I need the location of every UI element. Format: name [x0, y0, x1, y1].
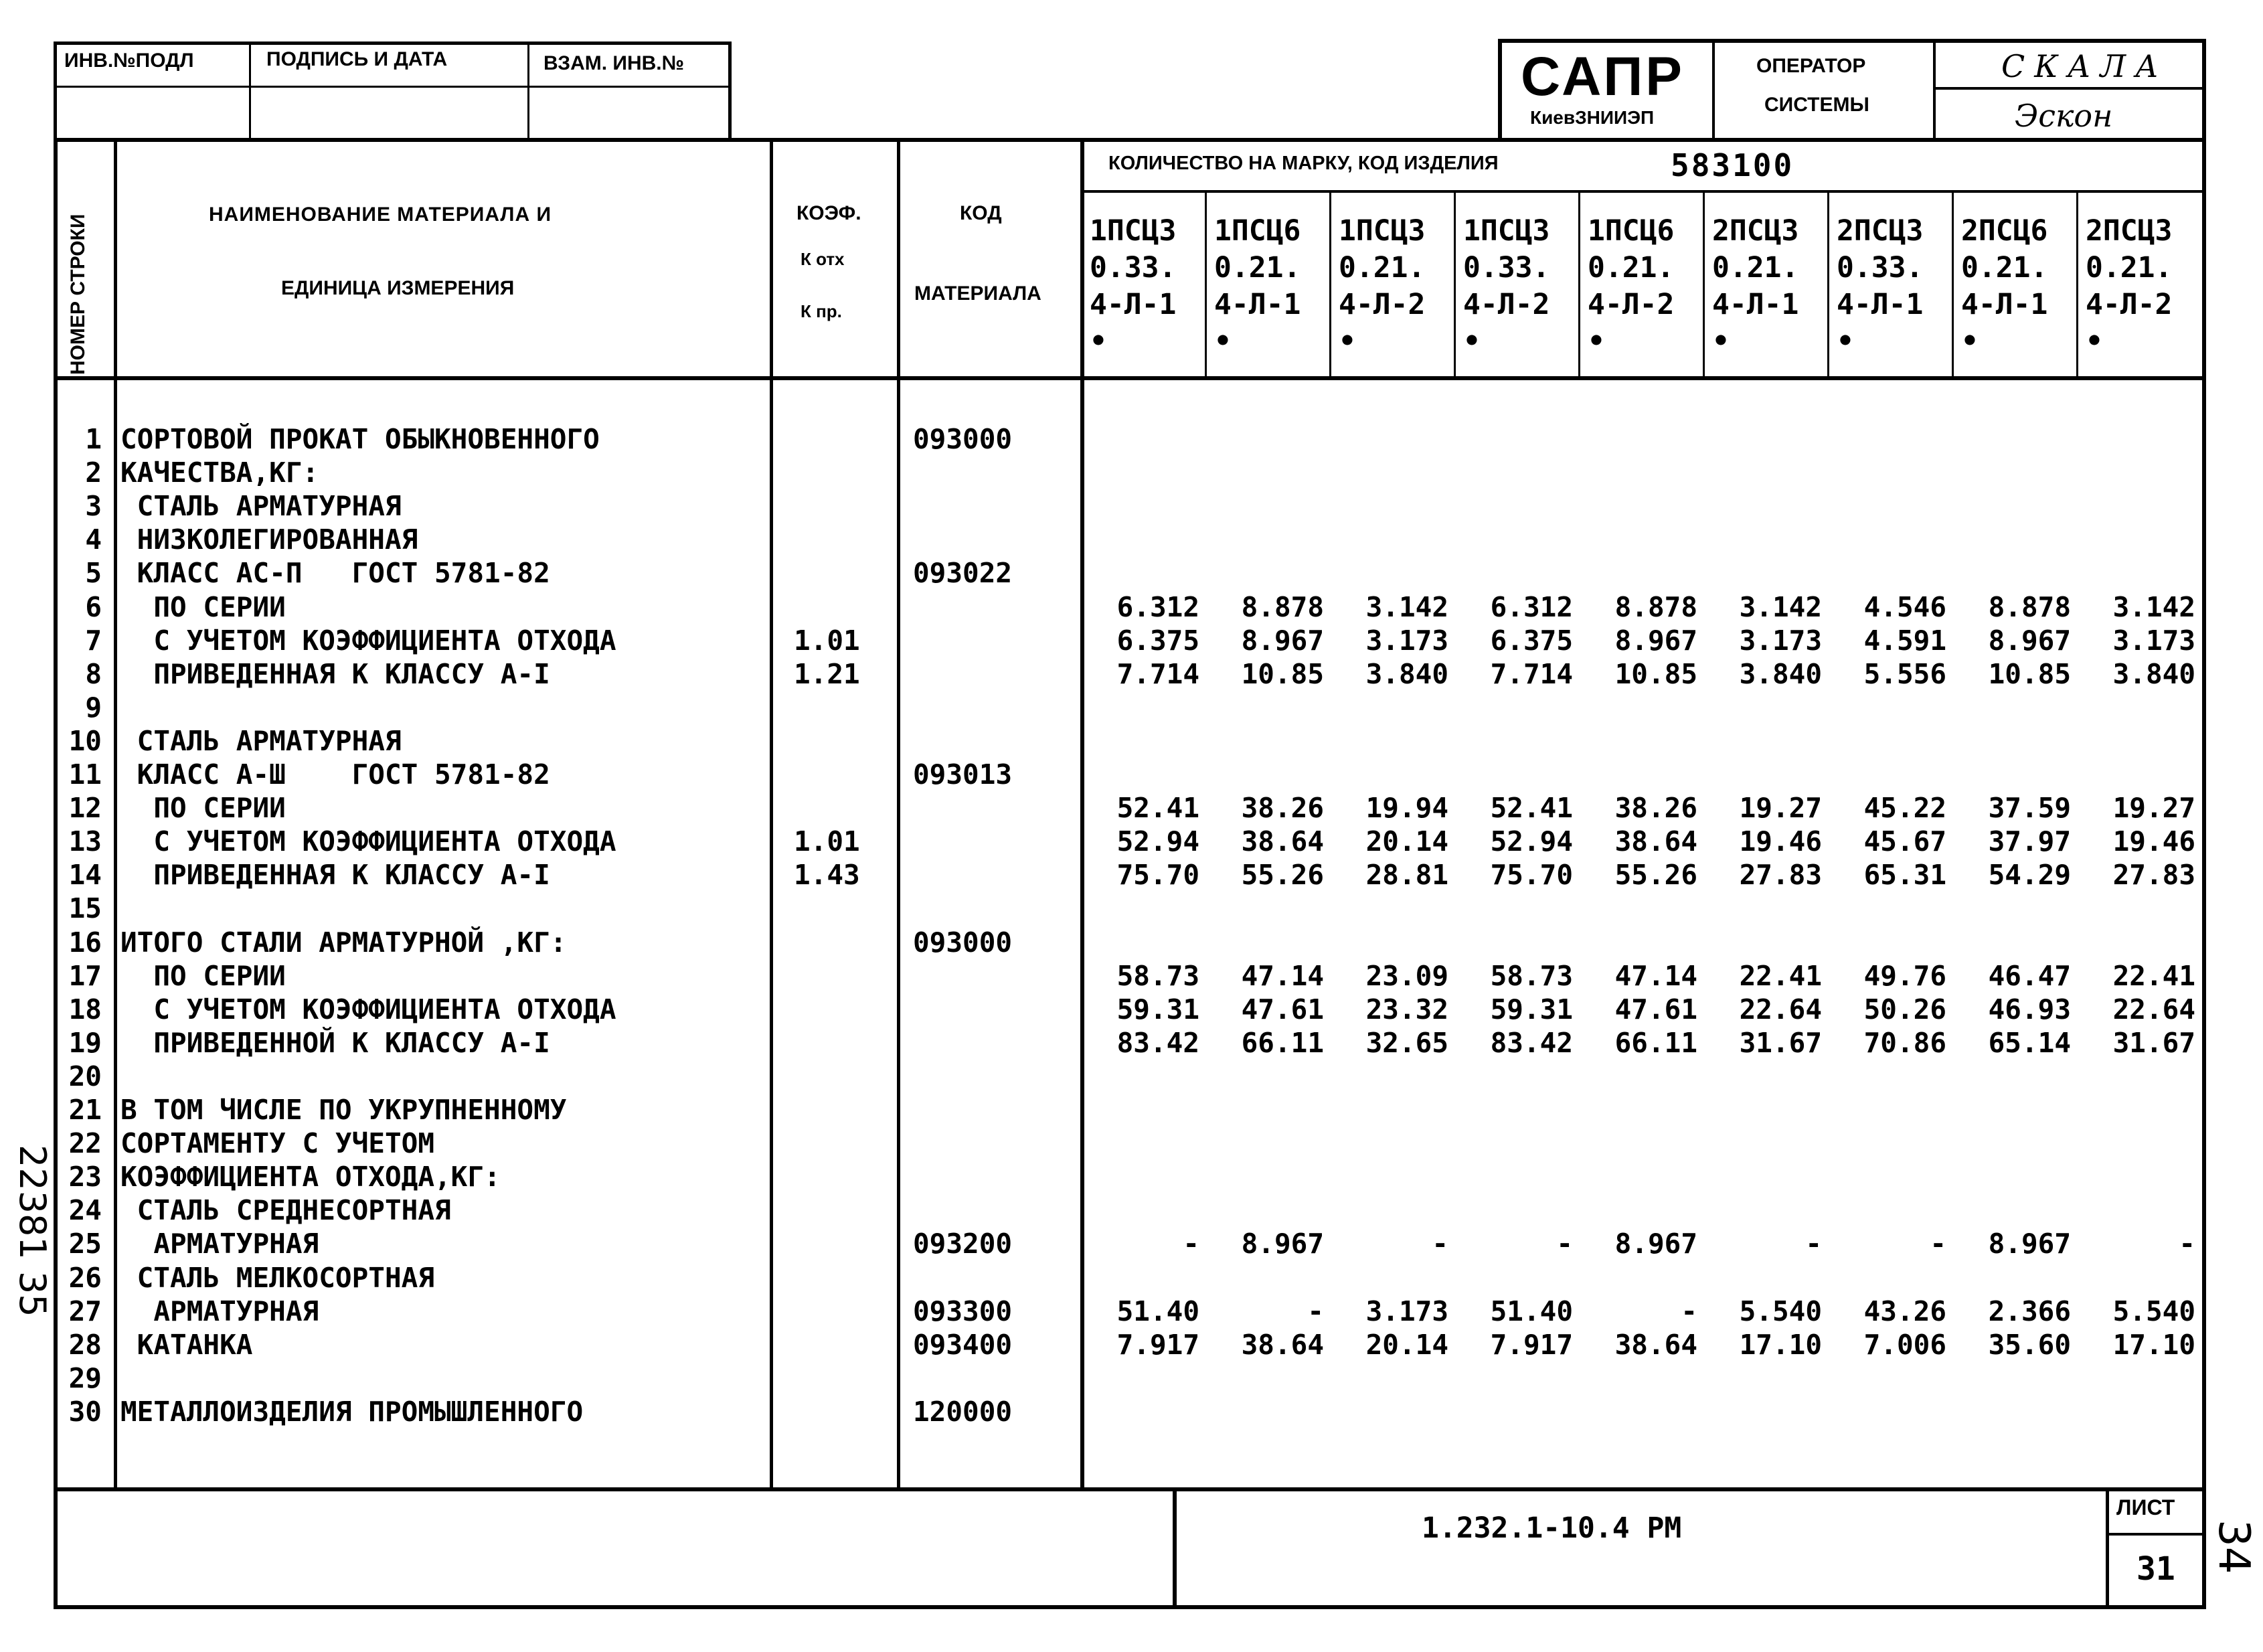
row-label: ПО СЕРИИ	[120, 591, 286, 623]
column-header-line: 2ПСЦ3	[1712, 214, 1799, 248]
cell-value: 38.64	[1614, 825, 1697, 857]
cell-value: 31.67	[1739, 1027, 1822, 1059]
column-header-line: •	[1961, 325, 1979, 358]
column-header-line: 2ПСЦ3	[2086, 214, 2173, 248]
column-header-line: 1ПСЦ6	[1588, 214, 1675, 248]
column-header	[1459, 213, 1582, 360]
cell-value: 5.540	[1739, 1295, 1822, 1327]
column-header-line: 4-Л-1	[1712, 288, 1799, 321]
cell-value: 20.14	[1365, 825, 1448, 857]
cell-value: 4.546	[1863, 591, 1946, 623]
cell-value: 2.366	[1988, 1295, 2071, 1327]
cell-value: 54.29	[1988, 859, 2071, 891]
cell-value: 23.32	[1365, 993, 1448, 1025]
cell-value: 50.26	[1863, 993, 1946, 1025]
cell-value: 66.11	[1241, 1027, 1324, 1059]
cell-value: 22.64	[2112, 993, 2195, 1025]
row-label: СОРТОВОЙ ПРОКАТ ОБЫКНОВЕННОГО	[120, 423, 600, 455]
cell-value: -	[1432, 1228, 1448, 1260]
row-label: С УЧЕТОМ КОЭФФИЦИЕНТА ОТХОДА	[120, 825, 616, 857]
cell-value: 6.312	[1490, 591, 1573, 623]
cell-value: 66.11	[1614, 1027, 1697, 1059]
row-coefficient: 1.01	[794, 625, 860, 657]
row-label: ПО СЕРИИ	[120, 792, 286, 824]
system-label: СИСТЕМЫ	[1764, 94, 1869, 116]
column-header-line: 4-Л-1	[1090, 288, 1177, 321]
operator-name: СКАЛА	[2001, 48, 2168, 84]
row-number: 8	[85, 658, 102, 690]
code-header-line2: МАТЕРИАЛА	[914, 282, 1041, 305]
product-code: 583100	[1671, 147, 1794, 183]
cell-value: 46.93	[1988, 993, 2071, 1025]
column-header-line: 4-Л-1	[1214, 288, 1301, 321]
column-header	[1708, 213, 1831, 360]
cell-value: 23.09	[1365, 960, 1448, 992]
row-number: 20	[68, 1060, 102, 1092]
cell-value: 19.46	[2112, 825, 2195, 857]
cell-value: 8.967	[1988, 625, 2071, 657]
stamp-podpis: ПОДПИСЬ И ДАТА	[266, 48, 448, 70]
row-material-code: 093400	[913, 1329, 1013, 1361]
cell-value: 7.917	[1116, 1329, 1199, 1361]
cell-value: 3.173	[2112, 625, 2195, 657]
sheet-label: ЛИСТ	[2116, 1495, 2175, 1519]
row-material-code: 093022	[913, 557, 1013, 589]
row-label: МЕТАЛЛОИЗДЕЛИЯ ПРОМЫШЛЕННОГО	[120, 1396, 584, 1428]
row-number: 18	[68, 993, 102, 1025]
cell-value: 20.14	[1365, 1329, 1448, 1361]
row-material-code: 120000	[913, 1396, 1013, 1428]
row-number: 1	[85, 423, 102, 455]
cell-value: 3.142	[1739, 591, 1822, 623]
cell-value: 5.540	[2112, 1295, 2195, 1327]
cell-value: 83.42	[1116, 1027, 1199, 1059]
cell-value: 45.22	[1863, 792, 1946, 824]
cell-value: -	[1307, 1295, 1324, 1327]
cell-value: 37.59	[1988, 792, 2071, 824]
cell-value: 19.27	[1739, 792, 1822, 824]
cell-value: 19.46	[1739, 825, 1822, 857]
column-header-line: •	[1214, 325, 1232, 358]
row-label: ИТОГО СТАЛИ АРМАТУРНОЙ ,КГ:	[120, 926, 567, 959]
coef-header-line2: К отх	[801, 249, 845, 269]
cell-value: 83.42	[1490, 1027, 1573, 1059]
cell-value: 19.94	[1365, 792, 1448, 824]
row-number: 29	[68, 1362, 102, 1394]
column-header-line: •	[1588, 325, 1605, 358]
column-header-line: 0.33.	[1463, 251, 1550, 284]
row-coefficient: 1.43	[794, 859, 860, 891]
row-coefficient: 1.21	[794, 658, 860, 690]
row-number: 13	[68, 825, 102, 857]
cell-value: 58.73	[1490, 960, 1573, 992]
cell-value: 7.917	[1490, 1329, 1573, 1361]
row-number: 11	[68, 758, 102, 791]
cell-value: 32.65	[1365, 1027, 1448, 1059]
cell-value: 3.840	[1365, 658, 1448, 690]
operator-label: ОПЕРАТОР	[1756, 55, 1866, 77]
column-header	[1957, 213, 2080, 360]
cell-value: 28.81	[1365, 859, 1448, 891]
cell-value: 52.41	[1116, 792, 1199, 824]
row-label: В ТОМ ЧИСЛЕ ПО УКРУПНЕННОМУ	[120, 1094, 567, 1126]
cell-value: 70.86	[1863, 1027, 1946, 1059]
cell-value: 8.967	[1614, 1228, 1697, 1260]
row-label: СТАЛЬ СРЕДНЕСОРТНАЯ	[120, 1194, 451, 1226]
column-header-line: •	[1837, 325, 1854, 358]
column-header-line: 0.21.	[1961, 251, 2048, 284]
row-label: КЛАСС А-Ш ГОСТ 5781-82	[120, 758, 550, 791]
material-header-line2: ЕДИНИЦА ИЗМЕРЕНИЯ	[281, 277, 515, 299]
row-number: 3	[85, 490, 102, 522]
column-header-line: 1ПСЦ3	[1090, 214, 1177, 248]
cell-value: 8.878	[1241, 591, 1324, 623]
cell-value: 4.591	[1863, 625, 1946, 657]
row-material-code: 093200	[913, 1228, 1013, 1260]
column-header-line: 0.33.	[1837, 251, 1924, 284]
cell-value: 65.31	[1863, 859, 1946, 891]
right-margin-note: 34	[2209, 1519, 2258, 1574]
column-header-line: 0.33.	[1090, 251, 1177, 284]
cell-value: -	[1556, 1228, 1573, 1260]
cell-value: 7.714	[1490, 658, 1573, 690]
row-number: 23	[68, 1161, 102, 1193]
row-label: СТАЛЬ АРМАТУРНАЯ	[120, 490, 402, 522]
quantity-header: КОЛИЧЕСТВО НА МАРКУ, КОД ИЗДЕЛИЯ	[1108, 153, 1499, 174]
column-header-line: 4-Л-2	[1463, 288, 1550, 321]
row-number: 19	[68, 1027, 102, 1059]
cell-value: 6.375	[1116, 625, 1199, 657]
cell-value: 7.006	[1863, 1329, 1946, 1361]
row-number: 12	[68, 792, 102, 824]
cell-value: 46.47	[1988, 960, 2071, 992]
cell-value: 47.14	[1241, 960, 1324, 992]
row-material-code: 093000	[913, 926, 1013, 959]
row-number: 26	[68, 1262, 102, 1294]
row-label: АРМАТУРНАЯ	[120, 1228, 319, 1260]
cell-value: 10.85	[1241, 658, 1324, 690]
column-header-line: •	[2086, 325, 2103, 358]
cell-value: 49.76	[1863, 960, 1946, 992]
cell-value: 47.61	[1614, 993, 1697, 1025]
cell-value: 38.26	[1614, 792, 1697, 824]
row-label: С УЧЕТОМ КОЭФФИЦИЕНТА ОТХОДА	[120, 993, 616, 1025]
cell-value: 8.878	[1614, 591, 1697, 623]
coef-header-line1: КОЭФ.	[797, 202, 861, 224]
stamp-vzam: ВЗАМ. ИНВ.№	[543, 52, 685, 74]
cell-value: 38.64	[1614, 1329, 1697, 1361]
row-label: КАТАНКА	[120, 1329, 253, 1361]
cell-value: 3.142	[2112, 591, 2195, 623]
row-number: 21	[68, 1094, 102, 1126]
cell-value: -	[1681, 1295, 1697, 1327]
cell-value: 10.85	[1614, 658, 1697, 690]
cell-value: 22.41	[2112, 960, 2195, 992]
row-number: 22	[68, 1127, 102, 1159]
cell-value: 58.73	[1116, 960, 1199, 992]
code-header-line1: КОД	[960, 202, 1002, 224]
row-material-code: 093013	[913, 758, 1013, 791]
cell-value: 43.26	[1863, 1295, 1946, 1327]
column-header	[1833, 213, 1956, 360]
cell-value: 52.94	[1116, 825, 1199, 857]
column-header-line: 4-Л-2	[1588, 288, 1675, 321]
row-number: 5	[85, 557, 102, 589]
column-header	[2082, 213, 2205, 360]
row-number: 2	[85, 457, 102, 489]
cell-value: 6.375	[1490, 625, 1573, 657]
cell-value: 51.40	[1116, 1295, 1199, 1327]
cell-value: 47.61	[1241, 993, 1324, 1025]
cell-value: 8.967	[1988, 1228, 2071, 1260]
cell-value: 22.41	[1739, 960, 1822, 992]
cell-value: 52.41	[1490, 792, 1573, 824]
column-header-line: 1ПСЦ6	[1214, 214, 1301, 248]
cell-value: 38.64	[1241, 1329, 1324, 1361]
column-header	[1335, 213, 1458, 360]
row-number-header: НОМЕР СТРОКИ	[67, 214, 89, 375]
cell-value: 17.10	[2112, 1329, 2195, 1361]
column-header-line: 0.21.	[1588, 251, 1675, 284]
cell-value: 75.70	[1490, 859, 1573, 891]
column-header-line: 0.21.	[1214, 251, 1301, 284]
sheet-number: 31	[2136, 1550, 2175, 1588]
cell-value: 17.10	[1739, 1329, 1822, 1361]
column-header-line: 4-Л-2	[2086, 288, 2173, 321]
cell-value: 27.83	[1739, 859, 1822, 891]
cell-value: -	[1930, 1228, 1946, 1260]
cell-value: 51.40	[1490, 1295, 1573, 1327]
column-header-line: 0.21.	[1339, 251, 1426, 284]
cell-value: 45.67	[1863, 825, 1946, 857]
cell-value: 35.60	[1988, 1329, 2071, 1361]
row-label: НИЗКОЛЕГИРОВАННАЯ	[120, 523, 418, 556]
row-number: 24	[68, 1194, 102, 1226]
row-label: С УЧЕТОМ КОЭФФИЦИЕНТА ОТХОДА	[120, 625, 616, 657]
cell-value: 8.878	[1988, 591, 2071, 623]
cell-value: 59.31	[1490, 993, 1573, 1025]
cell-value: 3.173	[1739, 625, 1822, 657]
cell-value: 38.26	[1241, 792, 1324, 824]
row-material-code: 093300	[913, 1295, 1013, 1327]
row-number: 25	[68, 1228, 102, 1260]
cell-value: 31.67	[2112, 1027, 2195, 1059]
row-number: 6	[85, 591, 102, 623]
cell-value: 19.27	[2112, 792, 2195, 824]
row-number: 10	[68, 725, 102, 757]
cell-value: 8.967	[1241, 625, 1324, 657]
cell-value: 52.94	[1490, 825, 1573, 857]
row-number: 4	[85, 523, 102, 556]
cell-value: 55.26	[1241, 859, 1324, 891]
cell-value: 22.64	[1739, 993, 1822, 1025]
column-header-line: 2ПСЦ3	[1837, 214, 1924, 248]
column-header	[1584, 213, 1707, 360]
row-label: СТАЛЬ МЕЛКОСОРТНАЯ	[120, 1262, 434, 1294]
column-header-line: 4-Л-1	[1961, 288, 2048, 321]
cell-value: -	[1805, 1228, 1822, 1260]
row-number: 9	[85, 691, 102, 724]
document-code: 1.232.1-10.4 РМ	[1422, 1511, 1682, 1545]
row-label: КОЭФФИЦИЕНТА ОТХОДА,КГ:	[120, 1161, 501, 1193]
column-header-line: •	[1463, 325, 1481, 358]
row-number: 28	[68, 1329, 102, 1361]
material-header-line1: НАИМЕНОВАНИЕ МАТЕРИАЛА И	[209, 203, 552, 226]
row-number: 16	[68, 926, 102, 959]
cell-value: 75.70	[1116, 859, 1199, 891]
cell-value: 3.840	[1739, 658, 1822, 690]
cell-value: 5.556	[1863, 658, 1946, 690]
column-header	[1210, 213, 1333, 360]
cell-value: 65.14	[1988, 1027, 2071, 1059]
row-number: 30	[68, 1396, 102, 1428]
coef-header-line3: К пр.	[801, 301, 842, 321]
cell-value: 3.840	[2112, 658, 2195, 690]
row-number: 15	[68, 892, 102, 924]
cell-value: 55.26	[1614, 859, 1697, 891]
row-label: КЛАСС АС-П ГОСТ 5781-82	[120, 557, 550, 589]
row-coefficient: 1.01	[794, 825, 860, 857]
column-header-line: 4-Л-2	[1339, 288, 1426, 321]
row-number: 7	[85, 625, 102, 657]
row-label: ПРИВЕДЕННАЯ К КЛАССУ А-I	[120, 658, 550, 690]
column-header-line: •	[1339, 325, 1356, 358]
cell-value: 59.31	[1116, 993, 1199, 1025]
cell-value: 3.173	[1365, 625, 1448, 657]
cell-value: -	[1183, 1228, 1199, 1260]
row-label: СТАЛЬ АРМАТУРНАЯ	[120, 725, 402, 757]
column-header-line: 1ПСЦ3	[1339, 214, 1426, 248]
cell-value: 7.714	[1116, 658, 1199, 690]
cell-value: 37.97	[1988, 825, 2071, 857]
column-header-line: •	[1712, 325, 1730, 358]
row-label: ПО СЕРИИ	[120, 960, 286, 992]
row-label: ПРИВЕДЕННАЯ К КЛАССУ А-I	[120, 859, 550, 891]
row-label: СОРТАМЕНТУ С УЧЕТОМ	[120, 1127, 434, 1159]
cell-value: 8.967	[1614, 625, 1697, 657]
cell-value: 10.85	[1988, 658, 2071, 690]
cell-value: 38.64	[1241, 825, 1324, 857]
column-header-line: •	[1090, 325, 1107, 358]
stamp-inv-podl: ИНВ.№ПОДЛ	[64, 50, 194, 72]
row-number: 14	[68, 859, 102, 891]
operator-signature: Эскон	[2015, 98, 2113, 134]
row-label: АРМАТУРНАЯ	[120, 1295, 319, 1327]
cell-value: 27.83	[2112, 859, 2195, 891]
cell-value: -	[2179, 1228, 2195, 1260]
row-number: 17	[68, 960, 102, 992]
cell-value: 8.967	[1241, 1228, 1324, 1260]
row-material-code: 093000	[913, 423, 1013, 455]
column-header-line: 2ПСЦ6	[1961, 214, 2048, 248]
org-name: КиевЗНИИЭП	[1530, 107, 1655, 128]
sapr-logo: САПР	[1521, 46, 1685, 107]
cell-value: 3.142	[1365, 591, 1448, 623]
left-margin-note: 22381 35	[11, 1145, 54, 1317]
column-header-line: 1ПСЦ3	[1463, 214, 1550, 248]
column-header	[1086, 213, 1209, 360]
row-label: ПРИВЕДЕННОЙ К КЛАССУ А-I	[120, 1027, 550, 1059]
column-header-line: 4-Л-1	[1837, 288, 1924, 321]
cell-value: 6.312	[1116, 591, 1199, 623]
cell-value: 3.173	[1365, 1295, 1448, 1327]
cell-value: 47.14	[1614, 960, 1697, 992]
column-header-line: 0.21.	[1712, 251, 1799, 284]
column-header-line: 0.21.	[2086, 251, 2173, 284]
row-label: КАЧЕСТВА,КГ:	[120, 457, 319, 489]
row-number: 27	[68, 1295, 102, 1327]
